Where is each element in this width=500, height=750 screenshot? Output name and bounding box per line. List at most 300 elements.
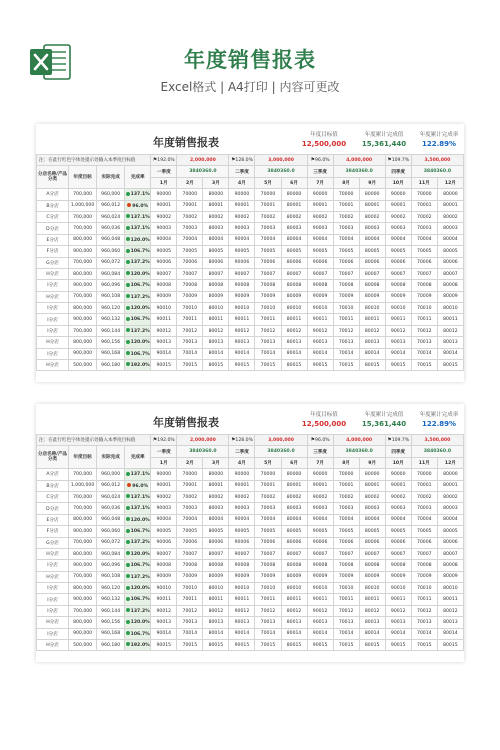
month-value[interactable]: 90002 (385, 491, 411, 502)
month-value[interactable]: 80012 (437, 605, 463, 616)
branch-name[interactable]: E分店 (37, 514, 69, 525)
month-value[interactable]: 80003 (281, 503, 307, 514)
month-value[interactable]: 70010 (411, 583, 437, 594)
month-value[interactable]: 70001 (177, 480, 203, 491)
month-value[interactable]: 80009 (281, 571, 307, 582)
month-value[interactable]: 70003 (177, 223, 203, 234)
month-value[interactable]: 90014 (229, 348, 255, 359)
month-value[interactable]: 70009 (411, 291, 437, 302)
month-value[interactable]: 70014 (255, 628, 281, 639)
month-value[interactable]: 70004 (333, 234, 359, 245)
branch-name[interactable]: G分店 (37, 257, 69, 268)
month-value[interactable]: 90000 (307, 469, 333, 480)
month-value[interactable]: 80005 (281, 246, 307, 257)
branch-name[interactable]: A分店 (37, 469, 69, 480)
month-value[interactable]: 80008 (437, 280, 463, 291)
month-value[interactable]: 80005 (203, 246, 229, 257)
month-value[interactable]: 90005 (307, 246, 333, 257)
month-value[interactable]: 70014 (411, 628, 437, 639)
month-value[interactable]: 70001 (411, 480, 437, 491)
month-value[interactable]: 80013 (281, 617, 307, 628)
month-value[interactable]: 90011 (229, 594, 255, 605)
month-value[interactable]: 70004 (411, 234, 437, 245)
branch-name[interactable]: C分店 (37, 211, 69, 222)
branch-name[interactable]: I分店 (37, 348, 69, 359)
month-value[interactable]: 80002 (281, 491, 307, 502)
month-value[interactable]: 90015 (307, 640, 333, 651)
month-value[interactable]: 80012 (281, 605, 307, 616)
quarter-target[interactable]: 3,500,000 (411, 435, 463, 446)
month-value[interactable]: 90006 (229, 257, 255, 268)
month-value[interactable]: 80010 (203, 303, 229, 314)
month-value[interactable]: 70011 (177, 594, 203, 605)
month-value[interactable]: 80013 (203, 337, 229, 348)
month-value[interactable]: 70004 (333, 514, 359, 525)
month-value[interactable]: 70009 (255, 571, 281, 582)
annual-target[interactable]: 700,000 (69, 503, 97, 514)
month-value[interactable]: 90012 (151, 605, 177, 616)
actual-done[interactable]: 960,072 (97, 257, 125, 268)
annual-target[interactable]: 500,000 (69, 640, 97, 651)
month-value[interactable]: 70005 (255, 526, 281, 537)
month-value[interactable]: 70015 (333, 360, 359, 371)
month-value[interactable]: 90010 (385, 583, 411, 594)
month-value[interactable]: 80015 (281, 360, 307, 371)
month-value[interactable]: 90000 (385, 469, 411, 480)
month-value[interactable]: 70015 (177, 640, 203, 651)
month-value[interactable]: 70006 (177, 257, 203, 268)
month-value[interactable]: 80000 (359, 469, 385, 480)
month-value[interactable]: 80009 (437, 291, 463, 302)
annual-target[interactable]: 800,000 (69, 337, 97, 348)
month-value[interactable]: 90013 (229, 337, 255, 348)
month-value[interactable]: 90008 (385, 280, 411, 291)
month-value[interactable]: 80002 (437, 211, 463, 222)
month-value[interactable]: 70006 (177, 537, 203, 548)
month-value[interactable]: 70000 (255, 469, 281, 480)
actual-done[interactable]: 960,108 (97, 571, 125, 582)
month-value[interactable]: 90001 (307, 480, 333, 491)
month-value[interactable]: 90014 (385, 628, 411, 639)
branch-name[interactable]: H分店 (37, 360, 69, 371)
month-value[interactable]: 70005 (333, 246, 359, 257)
month-value[interactable]: 90009 (229, 291, 255, 302)
month-value[interactable]: 70013 (411, 337, 437, 348)
annual-target[interactable]: 800,000 (69, 548, 97, 559)
branch-name[interactable]: I分店 (37, 594, 69, 605)
month-value[interactable]: 90012 (307, 605, 333, 616)
month-value[interactable]: 90006 (151, 537, 177, 548)
month-value[interactable]: 80010 (359, 583, 385, 594)
month-value[interactable]: 70005 (255, 246, 281, 257)
month-value[interactable]: 70003 (255, 223, 281, 234)
month-value[interactable]: 90015 (151, 360, 177, 371)
month-value[interactable]: 80004 (437, 234, 463, 245)
month-value[interactable]: 70002 (255, 211, 281, 222)
month-value[interactable]: 80013 (203, 617, 229, 628)
month-value[interactable]: 90015 (229, 640, 255, 651)
month-value[interactable]: 70013 (177, 337, 203, 348)
annual-target[interactable]: 1,000,000 (69, 480, 97, 491)
month-value[interactable]: 70011 (333, 314, 359, 325)
month-value[interactable]: 90009 (385, 291, 411, 302)
month-value[interactable]: 90013 (307, 337, 333, 348)
month-value[interactable]: 70013 (333, 617, 359, 628)
annual-target[interactable]: 900,000 (69, 526, 97, 537)
branch-name[interactable]: I分店 (37, 314, 69, 325)
month-value[interactable]: 90005 (307, 526, 333, 537)
month-value[interactable]: 70012 (177, 325, 203, 336)
month-value[interactable]: 90004 (229, 234, 255, 245)
month-value[interactable]: 80011 (359, 594, 385, 605)
annual-target[interactable]: 700,000 (69, 491, 97, 502)
quarter-target[interactable]: 4,000,000 (333, 155, 385, 166)
month-value[interactable]: 80000 (203, 189, 229, 200)
annual-target[interactable]: 900,000 (69, 280, 97, 291)
month-value[interactable]: 70014 (333, 348, 359, 359)
month-value[interactable]: 70001 (333, 200, 359, 211)
month-value[interactable]: 70008 (177, 560, 203, 571)
branch-name[interactable]: I分店 (37, 605, 69, 616)
actual-done[interactable]: 960,120 (97, 303, 125, 314)
month-value[interactable]: 90007 (229, 268, 255, 279)
month-value[interactable]: 80006 (281, 537, 307, 548)
month-value[interactable]: 70003 (255, 503, 281, 514)
month-value[interactable]: 70014 (411, 348, 437, 359)
actual-done[interactable]: 960,024 (97, 211, 125, 222)
month-value[interactable]: 80014 (281, 628, 307, 639)
month-value[interactable]: 80014 (437, 628, 463, 639)
month-value[interactable]: 80002 (281, 211, 307, 222)
month-value[interactable]: 70003 (177, 503, 203, 514)
annual-target[interactable]: 1,000,000 (69, 200, 97, 211)
branch-name[interactable]: G分店 (37, 537, 69, 548)
actual-done[interactable]: 960,060 (97, 246, 125, 257)
month-value[interactable]: 90009 (229, 571, 255, 582)
month-value[interactable]: 70005 (177, 246, 203, 257)
month-value[interactable]: 70010 (255, 303, 281, 314)
month-value[interactable]: 80015 (359, 360, 385, 371)
month-value[interactable]: 90006 (307, 257, 333, 268)
actual-done[interactable]: 960,120 (97, 583, 125, 594)
month-value[interactable]: 70007 (177, 548, 203, 559)
month-value[interactable]: 80009 (359, 571, 385, 582)
month-value[interactable]: 80014 (203, 348, 229, 359)
month-value[interactable]: 70015 (255, 360, 281, 371)
month-value[interactable]: 80005 (437, 526, 463, 537)
month-value[interactable]: 70011 (411, 314, 437, 325)
annual-target[interactable]: 900,000 (69, 348, 97, 359)
month-value[interactable]: 70012 (333, 325, 359, 336)
month-value[interactable]: 80003 (203, 223, 229, 234)
month-value[interactable]: 70005 (177, 526, 203, 537)
month-value[interactable]: 90002 (229, 211, 255, 222)
month-value[interactable]: 80012 (203, 325, 229, 336)
month-value[interactable]: 90001 (385, 200, 411, 211)
month-value[interactable]: 70014 (255, 348, 281, 359)
month-value[interactable]: 90001 (229, 200, 255, 211)
month-value[interactable]: 70014 (177, 348, 203, 359)
month-value[interactable]: 90014 (229, 628, 255, 639)
month-value[interactable]: 90008 (229, 560, 255, 571)
month-value[interactable]: 70006 (411, 257, 437, 268)
month-value[interactable]: 80000 (359, 189, 385, 200)
month-value[interactable]: 70007 (333, 548, 359, 559)
month-value[interactable]: 70009 (333, 571, 359, 582)
month-value[interactable]: 70015 (177, 360, 203, 371)
month-value[interactable]: 70006 (411, 537, 437, 548)
month-value[interactable]: 80011 (281, 594, 307, 605)
month-value[interactable]: 70009 (177, 291, 203, 302)
month-value[interactable]: 70013 (255, 617, 281, 628)
branch-name[interactable]: F分店 (37, 246, 69, 257)
annual-target[interactable]: 700,000 (69, 189, 97, 200)
month-value[interactable]: 70002 (177, 491, 203, 502)
actual-done[interactable]: 960,072 (97, 537, 125, 548)
month-value[interactable]: 70015 (411, 640, 437, 651)
month-value[interactable]: 80001 (437, 480, 463, 491)
month-value[interactable]: 90011 (385, 594, 411, 605)
month-value[interactable]: 70002 (255, 491, 281, 502)
month-value[interactable]: 80008 (203, 560, 229, 571)
month-value[interactable]: 80010 (437, 303, 463, 314)
month-value[interactable]: 70000 (177, 469, 203, 480)
month-value[interactable]: 70015 (333, 640, 359, 651)
quarter-target[interactable]: 2,000,000 (177, 435, 229, 446)
month-value[interactable]: 80013 (437, 617, 463, 628)
quarter-target[interactable]: 2,000,000 (177, 155, 229, 166)
month-value[interactable]: 80013 (359, 337, 385, 348)
month-value[interactable]: 90012 (385, 325, 411, 336)
month-value[interactable]: 70008 (333, 560, 359, 571)
month-value[interactable]: 80015 (203, 640, 229, 651)
annual-target[interactable]: 500,000 (69, 360, 97, 371)
month-value[interactable]: 70000 (255, 189, 281, 200)
month-value[interactable]: 80000 (203, 469, 229, 480)
month-value[interactable]: 70000 (177, 189, 203, 200)
actual-done[interactable]: 960,036 (97, 223, 125, 234)
month-value[interactable]: 90009 (307, 571, 333, 582)
annual-target[interactable]: 800,000 (69, 583, 97, 594)
month-value[interactable]: 80012 (437, 325, 463, 336)
month-value[interactable]: 90008 (307, 280, 333, 291)
month-value[interactable]: 90012 (385, 605, 411, 616)
month-value[interactable]: 90002 (151, 491, 177, 502)
month-value[interactable]: 80007 (437, 268, 463, 279)
month-value[interactable]: 70013 (411, 617, 437, 628)
month-value[interactable]: 90004 (307, 234, 333, 245)
month-value[interactable]: 80015 (359, 640, 385, 651)
annual-target[interactable]: 700,000 (69, 325, 97, 336)
month-value[interactable]: 80006 (203, 257, 229, 268)
month-value[interactable]: 70007 (255, 268, 281, 279)
annual-target[interactable]: 900,000 (69, 628, 97, 639)
month-value[interactable]: 80011 (437, 594, 463, 605)
month-value[interactable]: 80014 (437, 348, 463, 359)
actual-done[interactable]: 960,096 (97, 560, 125, 571)
month-value[interactable]: 80010 (281, 303, 307, 314)
month-value[interactable]: 90010 (229, 583, 255, 594)
month-value[interactable]: 70002 (411, 491, 437, 502)
month-value[interactable]: 80007 (359, 548, 385, 559)
month-value[interactable]: 80003 (203, 503, 229, 514)
month-value[interactable]: 90012 (229, 325, 255, 336)
month-value[interactable]: 90008 (229, 280, 255, 291)
annual-target[interactable]: 700,000 (69, 291, 97, 302)
annual-target[interactable]: 900,000 (69, 594, 97, 605)
actual-done[interactable]: 960,036 (97, 503, 125, 514)
actual-done[interactable]: 960,180 (97, 640, 125, 651)
annual-target[interactable]: 700,000 (69, 223, 97, 234)
month-value[interactable]: 80014 (203, 628, 229, 639)
month-value[interactable]: 90001 (229, 480, 255, 491)
quarter-target[interactable]: 3,000,000 (255, 155, 307, 166)
month-value[interactable]: 70004 (177, 514, 203, 525)
branch-name[interactable]: I分店 (37, 560, 69, 571)
month-value[interactable]: 70004 (177, 234, 203, 245)
month-value[interactable]: 70010 (411, 303, 437, 314)
month-value[interactable]: 80000 (437, 469, 463, 480)
month-value[interactable]: 80009 (281, 291, 307, 302)
month-value[interactable]: 70000 (333, 189, 359, 200)
annual-target[interactable]: 800,000 (69, 514, 97, 525)
month-value[interactable]: 90015 (151, 640, 177, 651)
month-value[interactable]: 70012 (333, 605, 359, 616)
month-value[interactable]: 90006 (151, 257, 177, 268)
month-value[interactable]: 70011 (255, 314, 281, 325)
actual-done[interactable]: 960,048 (97, 514, 125, 525)
month-value[interactable]: 90001 (151, 200, 177, 211)
month-value[interactable]: 90006 (385, 257, 411, 268)
month-value[interactable]: 80007 (281, 548, 307, 559)
month-value[interactable]: 80010 (281, 583, 307, 594)
month-value[interactable]: 70001 (255, 480, 281, 491)
month-value[interactable]: 80002 (203, 491, 229, 502)
quarter-target[interactable]: 4,000,000 (333, 435, 385, 446)
month-value[interactable]: 80012 (359, 605, 385, 616)
month-value[interactable]: 80002 (359, 211, 385, 222)
month-value[interactable]: 80011 (437, 314, 463, 325)
month-value[interactable]: 70009 (411, 571, 437, 582)
month-value[interactable]: 80007 (437, 548, 463, 559)
month-value[interactable]: 80005 (359, 526, 385, 537)
month-value[interactable]: 90015 (385, 640, 411, 651)
month-value[interactable]: 90006 (385, 537, 411, 548)
month-value[interactable]: 90000 (307, 189, 333, 200)
actual-done[interactable]: 960,156 (97, 617, 125, 628)
month-value[interactable]: 70011 (177, 314, 203, 325)
month-value[interactable]: 70008 (333, 280, 359, 291)
annual-target[interactable]: 800,000 (69, 303, 97, 314)
month-value[interactable]: 80000 (281, 469, 307, 480)
branch-name[interactable]: H分店 (37, 640, 69, 651)
annual-target[interactable]: 700,000 (69, 605, 97, 616)
actual-done[interactable]: 960,108 (97, 291, 125, 302)
month-value[interactable]: 90003 (307, 503, 333, 514)
month-value[interactable]: 70013 (255, 337, 281, 348)
month-value[interactable]: 80014 (359, 628, 385, 639)
month-value[interactable]: 80003 (437, 503, 463, 514)
month-value[interactable]: 90008 (151, 280, 177, 291)
month-value[interactable]: 90014 (307, 628, 333, 639)
month-value[interactable]: 80006 (437, 257, 463, 268)
month-value[interactable]: 80002 (437, 491, 463, 502)
actual-done[interactable]: 960,132 (97, 594, 125, 605)
month-value[interactable]: 90010 (307, 303, 333, 314)
month-value[interactable]: 70003 (333, 223, 359, 234)
month-value[interactable]: 70005 (333, 526, 359, 537)
month-value[interactable]: 90009 (385, 571, 411, 582)
actual-done[interactable]: 960,048 (97, 234, 125, 245)
month-value[interactable]: 70009 (255, 291, 281, 302)
month-value[interactable]: 80003 (359, 503, 385, 514)
month-value[interactable]: 80001 (281, 480, 307, 491)
month-value[interactable]: 80007 (203, 268, 229, 279)
month-value[interactable]: 90014 (151, 628, 177, 639)
month-value[interactable]: 90004 (385, 514, 411, 525)
month-value[interactable]: 80006 (203, 537, 229, 548)
actual-done[interactable]: 960,144 (97, 325, 125, 336)
month-value[interactable]: 70003 (411, 223, 437, 234)
month-value[interactable]: 70002 (177, 211, 203, 222)
month-value[interactable]: 70011 (411, 594, 437, 605)
month-value[interactable]: 90002 (385, 211, 411, 222)
month-value[interactable]: 90011 (307, 314, 333, 325)
month-value[interactable]: 70002 (333, 211, 359, 222)
month-value[interactable]: 90007 (307, 268, 333, 279)
actual-done[interactable]: 960,084 (97, 548, 125, 559)
actual-done[interactable]: 960,024 (97, 491, 125, 502)
month-value[interactable]: 80013 (359, 617, 385, 628)
month-value[interactable]: 70012 (411, 325, 437, 336)
month-value[interactable]: 90003 (385, 503, 411, 514)
month-value[interactable]: 70008 (411, 560, 437, 571)
month-value[interactable]: 80006 (359, 257, 385, 268)
branch-name[interactable]: F分店 (37, 526, 69, 537)
branch-name[interactable]: I分店 (37, 325, 69, 336)
month-value[interactable]: 90013 (151, 617, 177, 628)
month-value[interactable]: 80009 (437, 571, 463, 582)
month-value[interactable]: 90005 (385, 246, 411, 257)
month-value[interactable]: 70007 (177, 268, 203, 279)
month-value[interactable]: 90001 (307, 200, 333, 211)
month-value[interactable]: 90013 (385, 617, 411, 628)
month-value[interactable]: 80007 (203, 548, 229, 559)
month-value[interactable]: 90009 (307, 291, 333, 302)
annual-target[interactable]: 900,000 (69, 560, 97, 571)
month-value[interactable]: 70011 (333, 594, 359, 605)
month-value[interactable]: 80000 (281, 189, 307, 200)
month-value[interactable]: 80005 (437, 246, 463, 257)
month-value[interactable]: 80005 (281, 526, 307, 537)
month-value[interactable]: 80004 (203, 514, 229, 525)
annual-target[interactable]: 700,000 (69, 537, 97, 548)
month-value[interactable]: 80005 (203, 526, 229, 537)
branch-name[interactable]: I分店 (37, 303, 69, 314)
month-value[interactable]: 80011 (203, 314, 229, 325)
annual-target[interactable]: 700,000 (69, 571, 97, 582)
month-value[interactable]: 90009 (151, 291, 177, 302)
month-value[interactable]: 90007 (307, 548, 333, 559)
month-value[interactable]: 90003 (229, 503, 255, 514)
month-value[interactable]: 70009 (333, 291, 359, 302)
month-value[interactable]: 90010 (385, 303, 411, 314)
month-value[interactable]: 70014 (177, 628, 203, 639)
branch-name[interactable]: E分店 (37, 234, 69, 245)
month-value[interactable]: 90011 (229, 314, 255, 325)
month-value[interactable]: 80009 (359, 291, 385, 302)
month-value[interactable]: 90012 (229, 605, 255, 616)
